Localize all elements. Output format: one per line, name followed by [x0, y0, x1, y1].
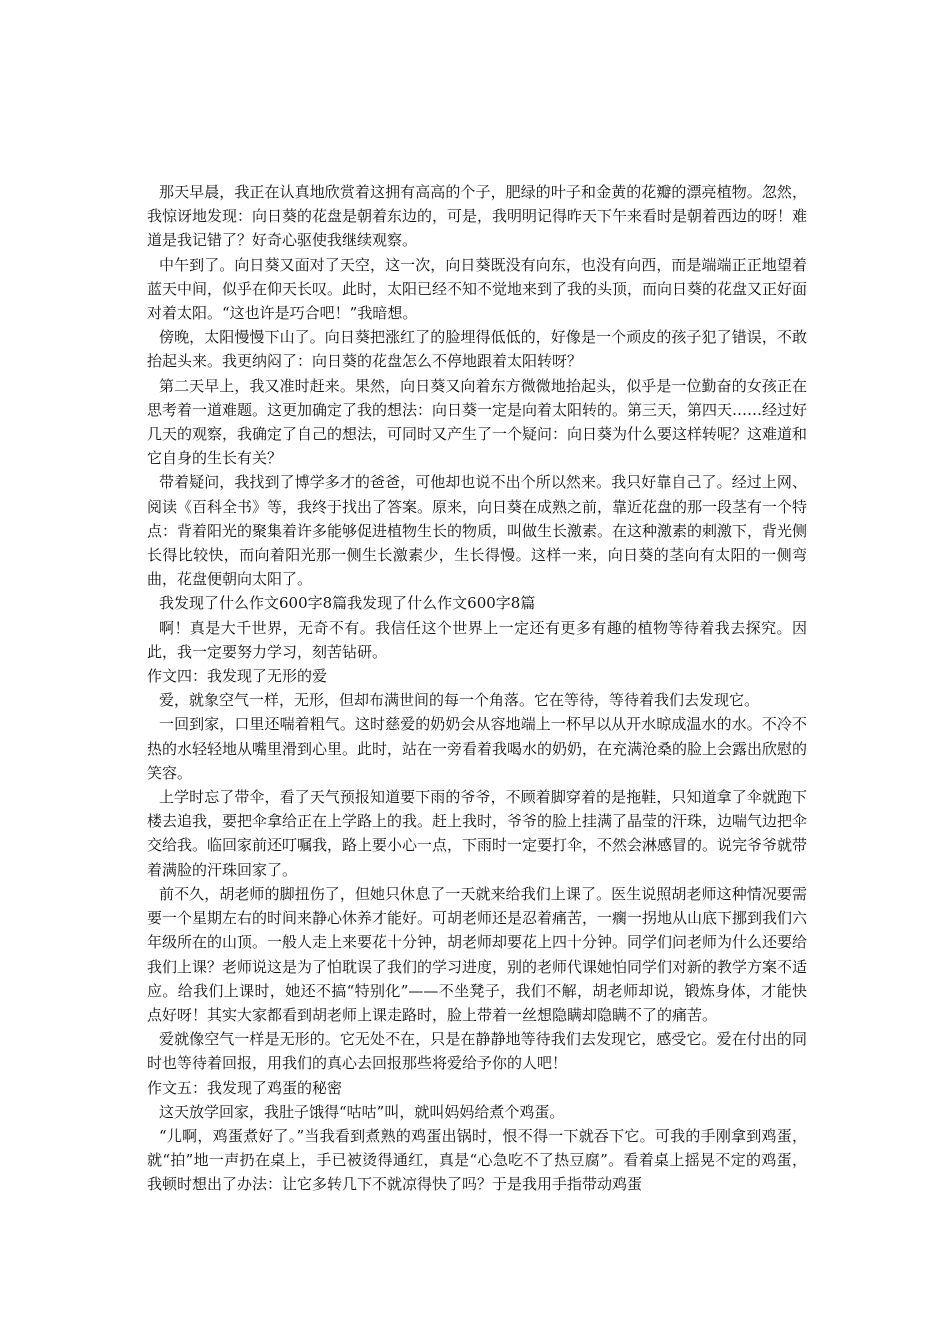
- body-paragraph: “儿啊，鸡蛋煮好了。”当我看到煮熟的鸡蛋出锅时，恨不得一下就吞下它。可我的手刚拿到鸡蛋，就“拍”地一声扔在桌上，手已被烫得通红，真是“心急吃不了热豆腐”。看着桌上摇晃不定的鸡蛋，我顿时想出了办法：让它多转几下不就凉得快了吗？于是我用手指带动鸡蛋: [147, 1126, 807, 1194]
- body-paragraph: 我发现了什么作文600字8篇我发现了什么作文600字8篇: [159, 594, 536, 613]
- document-page: [147, 180, 807, 1197]
- body-paragraph: 前不久，胡老师的脚扭伤了，但她只休息了一天就来给我们上课了。医生说照胡老师这种情况要需要一个星期左右的时间来静心休养才能好。可胡老师还是忍着痛苦，一瘸一拐地从山底下挪到我们六年级所在的山顶。一般人走上来要花十分钟，胡老师却要花上四十分钟。同学们问老师为什么还要给我们上课？老师说这是为了怕耽误了我们的学习进度，别的老师代课她怕同学们对新的教学方案不适应。给我们上课时，她还不搞“特别化”——不坐凳子，我们不解，胡老师却说，锻炼身体，才能快点好呀！其实大家都看到胡老师上课走路时，脸上带着一丝想隐瞒却隐瞒不了的痛苦。: [147, 884, 808, 1024]
- body-paragraph: 爱，就象空气一样，无形，但却布满世间的每一个角落。它在等待，等待着我们去发现它。: [159, 691, 760, 710]
- body-paragraph: 爱就像空气一样是无形的。它无处不在，只是在静静地等待我们去发现它，感受它。爱在付出的同时也等待着回报，用我们的真心去回报那些将爱给予你的人吧！: [147, 1030, 807, 1073]
- body-paragraph: 傍晚，太阳慢慢下山了。向日葵把涨红了的脸埋得低低的，好像是一个顽皮的孩子犯了错误，不敢抬起头来。我更纳闷了：向日葵的花盘怎么不停地跟着太阳转呀？: [147, 328, 807, 371]
- body-paragraph: 上学时忘了带伞，看了天气预报知道要下雨的爷爷，不顾着脚穿着的是拖鞋，只知道拿了伞就跑下楼去追我，要把伞拿给正在上学路上的我。赶上我时，爷爷的脸上挂满了晶莹的汗珠，边喘气边把伞交给我。临回家前还叮嘱我，路上要小心一点，下雨时一定要打伞，不然会淋感冒的。说完爷爷就带着满脸的汗珠回家了。: [147, 788, 808, 879]
- body-paragraph: 带着疑问，我找到了博学多才的爸爸，可他却也说不出个所以然来。我只好靠自己了。经过上网、阅读《百科全书》等，我终于找出了答案。原来，向日葵在成熟之前，靠近花盘的那一段茎有一个特点：背着阳光的聚集着许多能够促进植物生长的物质，叫做生长激素。在这种激素的刺激下，背光侧长得比较快，而向着阳光那一侧生长激素少，生长得慢。这样一来，向日葵的茎向有太阳的一侧弯曲，花盘便朝向太阳了。: [147, 473, 808, 589]
- body-paragraph: 第二天早上，我又准时赶来。果然，向日葵又向着东方微微地抬起头，似乎是一位勤奋的女孩正在思考着一道难题。这更加确定了我的想法：向日葵一定是向着太阳转的。第三天，第四天……经过好几天的观察，我确定了自己的想法，可同时又产生了一个疑问：向日葵为什么要这样转呢？这难道和它自身的生长有关？: [147, 376, 808, 468]
- section-heading: 作文五：我发现了鸡蛋的秘密: [147, 1078, 343, 1097]
- body-paragraph: 啊！真是大千世界，无奇不有。我信任这个世界上一定还有更多有趣的植物等待着我去探究。因此，我一定要努力学习，刻苦钻研。: [147, 618, 807, 661]
- body-paragraph: 中午到了。向日葵又面对了天空，这一次，向日葵既没有向东，也没有向西，而是端端正正地望着蓝天中间，似乎在仰天长叹。此时，太阳已经不知不觉地来到了我的头顶，而向日葵的花盘又正好面对着太阳。“这也许是巧合吧！”我暗想。: [147, 255, 808, 323]
- body-paragraph: 这天放学回家，我肚子饿得“咕咕”叫，就叫妈妈给煮个鸡蛋。: [159, 1102, 565, 1121]
- body-paragraph: 那天早晨，我正在认真地欣赏着这拥有高高的个子，肥绿的叶子和金黄的花瓣的漂亮植物。忽然，我惊讶地发现：向日葵的花盘是朝着东边的，可是，我明明记得昨天下午来看时是朝着西边的呀！难道是我记错了？好奇心驱使我继续观察。: [147, 183, 808, 250]
- body-paragraph: 一回到家，口里还喘着粗气。这时慈爱的奶奶会从容地端上一杯早以从开水晾成温水的水。不冷不热的水轻轻地从嘴里滑到心里。此时，站在一旁看着我喝水的奶奶，在充满沧桑的脸上会露出欣慰的笑容。: [147, 715, 808, 782]
- section-heading: 作文四：我发现了无形的爱: [147, 667, 328, 686]
